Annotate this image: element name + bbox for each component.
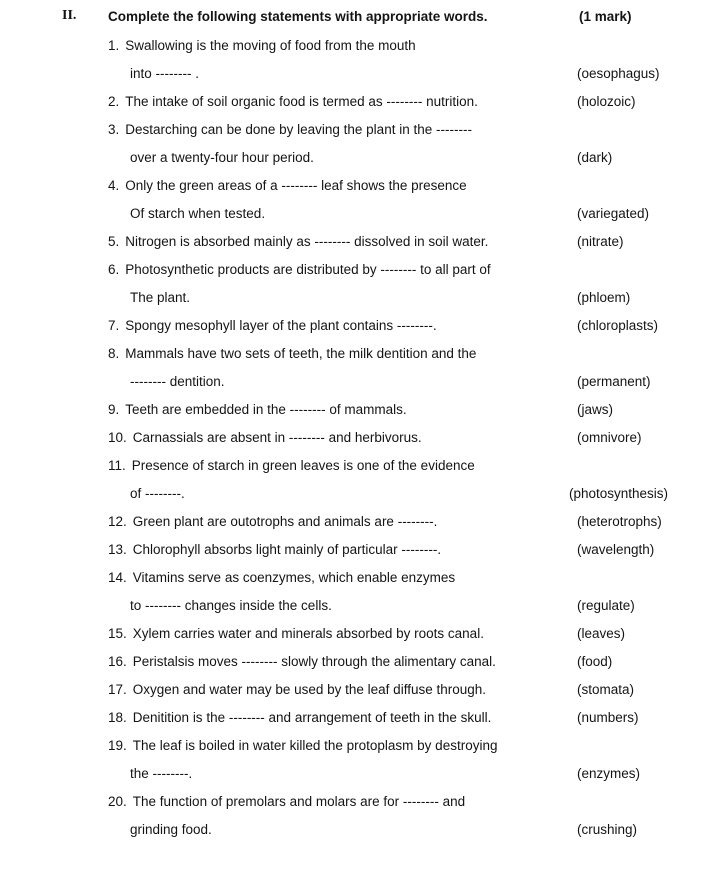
answer-8: (permanent) (577, 374, 651, 389)
question-text: Vitamins serve as coenzymes, which enable enzymes (132, 570, 456, 585)
answer-11: (photosynthesis) (569, 486, 669, 501)
question-13-line-1 (108, 541, 441, 559)
question-text: Swallowing is the moving of food from the mouth (125, 38, 416, 53)
answer-18: (numbers) (577, 710, 639, 725)
question-text: Nitrogen is absorbed mainly as -------- dissolved in soil water. (125, 234, 489, 249)
question-text: Oxygen and water may be used by the leaf diffuse through. (132, 682, 487, 697)
question-20-line-1 (108, 793, 465, 811)
section-instruction: Complete the following statements with appropriate words. (108, 9, 488, 24)
question-9-line-1 (108, 401, 407, 419)
question-number: 13. (108, 542, 127, 557)
question-text: Only the green areas of a -------- leaf shows the presence (125, 178, 467, 193)
question-19-line-1 (108, 737, 497, 755)
question-text: Mammals have two sets of teeth, the milk dentition and the (125, 346, 477, 361)
question-number: 5. (108, 234, 120, 249)
answer-2: (holozoic) (577, 94, 636, 109)
question-4-line-2: Of starch when tested. (130, 206, 266, 221)
question-number: 11. (108, 458, 126, 473)
question-number: 16. (108, 654, 127, 669)
question-8-line-1 (108, 345, 476, 363)
question-number: 15. (108, 626, 127, 641)
question-text: Photosynthetic products are distributed by -------- to all part of (125, 262, 491, 277)
question-number: 3. (108, 122, 120, 137)
question-4-line-1 (108, 177, 467, 195)
answer-6: (phloem) (577, 290, 631, 305)
answer-14: (regulate) (577, 598, 635, 613)
answer-17: (stomata) (577, 682, 635, 697)
question-text: Green plant are outotrophs and animals are --------. (132, 514, 438, 529)
question-number: 4. (108, 178, 120, 193)
question-10-line-1 (108, 429, 422, 447)
question-12-line-1 (108, 513, 437, 531)
question-text: Xylem carries water and minerals absorbed by roots canal. (132, 626, 484, 641)
answer-12: (heterotrophs) (577, 514, 662, 529)
answer-19: (enzymes) (577, 766, 641, 781)
question-11-line-1 (108, 457, 475, 475)
question-11-line-2: of --------. (130, 486, 185, 501)
question-number: 9. (108, 402, 120, 417)
section-number: II. (62, 8, 77, 23)
question-text: Peristalsis moves -------- slowly through the alimentary canal. (132, 654, 496, 669)
answer-5: (nitrate) (577, 234, 624, 249)
question-number: 8. (108, 346, 120, 361)
answer-10: (omnivore) (577, 430, 642, 445)
question-text: Spongy mesophyll layer of the plant contains --------. (125, 318, 437, 333)
answer-16: (food) (577, 654, 613, 669)
question-18-line-1 (108, 709, 491, 727)
question-1-line-1 (108, 37, 416, 55)
answer-1: (oesophagus) (577, 66, 660, 81)
question-6-line-1 (108, 261, 491, 279)
question-number: 6. (108, 262, 120, 277)
question-text: Teeth are embedded in the -------- of mammals. (125, 402, 407, 417)
question-text: Chlorophyll absorbs light mainly of particular --------. (132, 542, 442, 557)
question-text: Destarching can be done by leaving the plant in the -------- (125, 122, 472, 137)
question-text: Presence of starch in green leaves is one of the evidence (131, 458, 475, 473)
question-1-line-2: into -------- . (130, 66, 199, 81)
question-3-line-1 (108, 121, 472, 139)
question-2-line-1 (108, 93, 478, 111)
question-number: 17. (108, 682, 127, 697)
question-number: 1. (108, 38, 120, 53)
answer-13: (wavelength) (577, 542, 655, 557)
question-text: Carnassials are absent in -------- and herbivorus. (132, 430, 422, 445)
question-15-line-1 (108, 625, 484, 643)
answer-4: (variegated) (577, 206, 650, 221)
question-number: 10. (108, 430, 127, 445)
question-20-line-2: grinding food. (130, 822, 212, 837)
answer-3: (dark) (577, 150, 613, 165)
question-5-line-1 (108, 233, 488, 251)
question-8-line-2: -------- dentition. (130, 374, 225, 389)
question-number: 20. (108, 794, 127, 809)
answer-9: (jaws) (577, 402, 613, 417)
question-19-line-2: the --------. (130, 766, 193, 781)
question-6-line-2: The plant. (130, 290, 191, 305)
question-number: 7. (108, 318, 120, 333)
question-text: The intake of soil organic food is termed as -------- nutrition. (125, 94, 478, 109)
answer-7: (chloroplasts) (577, 318, 659, 333)
question-number: 19. (108, 738, 127, 753)
question-text: The leaf is boiled in water killed the protoplasm by destroying (132, 738, 498, 753)
question-text: Denitition is the -------- and arrangement of teeth in the skull. (132, 710, 492, 725)
question-3-line-2: over a twenty-four hour period. (130, 150, 314, 165)
question-7-line-1 (108, 317, 437, 335)
question-number: 12. (108, 514, 127, 529)
question-number: 18. (108, 710, 127, 725)
question-14-line-1 (108, 569, 455, 587)
question-14-line-2: to -------- changes inside the cells. (130, 598, 332, 613)
question-17-line-1 (108, 681, 486, 699)
answer-20: (crushing) (577, 822, 638, 837)
question-number: 14. (108, 570, 127, 585)
answer-15: (leaves) (577, 626, 626, 641)
question-number: 2. (108, 94, 120, 109)
question-16-line-1 (108, 653, 496, 671)
section-marks: (1 mark) (579, 9, 632, 24)
question-text: The function of premolars and molars are for -------- and (132, 794, 466, 809)
